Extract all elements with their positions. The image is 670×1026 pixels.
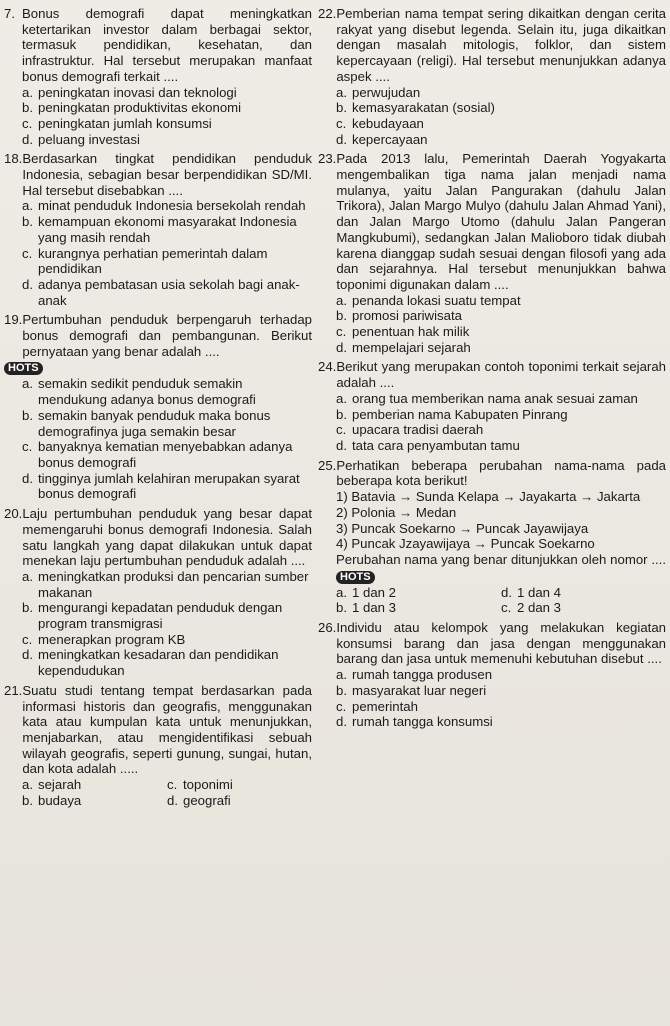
question-stem: Pemberian nama tempat sering dikaitkan dengan cerita rakyat yang disebut legenda. Selain itu, juga dikaitkan dengan masalah mitologis, folklor, dan sistem kepercayaan (religi). Hal tersebut menunjukkan adanya aspek .... [336,6,666,84]
question-stem: Laju pertumbuhan penduduk yang besar dapat memengaruhi bonus demografi Indonesia. Salah satu langkah yang dapat dilakukan untuk dapat menekan laju pertumbuhan penduduk adalah .... [22,506,312,569]
question-20 [4,506,312,679]
question-number: 21. [4,682,23,698]
question-number: 26. [318,620,337,636]
option-c[interactable]: c. kurangnya perhatian pemerintah dalam pendidikan [22,245,268,277]
question-number: 7. [4,6,15,21]
option-b[interactable]: b. 1 dan 3 [336,600,396,616]
option-d[interactable]: d. tingginya jumlah kelahiran merupakan syarat bonus demografi [22,470,300,502]
option-a[interactable]: a. minat penduduk Indonesia bersekolah rendah [22,198,306,214]
option-b[interactable]: b. mengurangi kepadatan penduduk dengan program transmigrasi [22,600,283,632]
question-26 [318,620,666,730]
question-7 [4,6,312,147]
city-name-list [336,489,666,552]
option-b[interactable]: b. masyarakat luar negeri [336,682,487,698]
question-number: 20. [4,506,23,522]
question-number: 19. [4,312,23,328]
option-c[interactable]: c. menerapkan program KB [22,631,186,647]
question-stem: Bonus demografi dapat meningkatkan ketertarikan investor dalam berbagai sektor, termasuk pendidikan, kesehatan, dan infrastruktur. Hal tersebut merupakan manfaat bonus demografi terkait .... [22,6,312,84]
question-stem: Pada 2013 lalu, Pemerintah Daerah Yogyakarta mengembalikan tiga nama jalan menjadi nama mulanya, yaitu Jalan Pangurakan (dahulu Jalan Trikora), Jalan Margo Mulyo (dahulu Jalan Ahmad Yani), dan Jalan Margo Utomo (dahulu Jalan Pangeran Mangkubumi), sedangkan Jalan Malioboro tidak diubah karena dianggap sudah sesuai dengan filosofi yang ada dan sejarahnya. Hal tersebut menunjukkan bahwa toponimi digunakan dalam .... [336,151,666,292]
option-c[interactable]: c. penentuan hak milik [336,324,470,340]
option-d[interactable]: d. meningkatkan kesadaran dan pendidikan kependudukan [22,647,279,679]
question-21 [4,683,312,809]
option-b[interactable]: b. pemberian nama Kabupaten Pinrang [336,406,568,422]
question-number: 23. [318,151,337,167]
hots-badge: HOTS [336,571,375,584]
question-stem: Suatu studi tentang tempat berdasarkan pada informasi historis dan geografis, menggunakan kata atau kumpulan kata untuk menunjukkan, menjabarkan, atau mengidentifikasi sebuah wilayah geografis, seperti gunung, sungai, hutan, dan kota adalah ..... [22,682,312,777]
option-a[interactable]: a. sejarah [22,777,82,793]
question-number: 25. [318,457,337,473]
option-d[interactable]: d. adanya pembatasan usia sekolah bagi anak-anak [22,276,300,308]
option-a[interactable]: a. penanda lokasi suatu tempat [336,292,521,308]
list-item: 2) Polonia → Medan [336,504,457,520]
hots-badge: HOTS [4,362,43,375]
question-prompt: Perubahan nama yang benar ditunjukkan oleh nomor .... [336,551,666,567]
option-d[interactable]: d. tata cara penyambutan tamu [336,437,520,453]
question-stem: Pertumbuhan penduduk berpengaruh terhadap bonus demografi dan pembangunan. Berikut pernyataan yang benar adalah .... [22,312,312,359]
option-d[interactable]: d. geografi [167,792,231,808]
option-a[interactable]: a. 1 dan 2 [336,584,396,600]
option-c[interactable]: c. toponimi [167,777,233,793]
option-b[interactable]: b. semakin banyak penduduk maka bonus demografinya juga semakin besar [22,407,271,439]
option-c[interactable]: c. upacara tradisi daerah [336,422,484,438]
question-18 [4,151,312,308]
option-c[interactable]: c. banyaknya kematian menyebabkan adanya bonus demografi [22,439,293,470]
question-number: 22. [318,6,337,21]
list-item: 3) Puncak Soekarno → Puncak Jayawijaya [336,520,589,536]
option-c[interactable]: c. pemerintah [336,698,418,714]
option-d[interactable]: d. 1 dan 4 [501,584,561,600]
question-number: 24. [318,359,337,375]
question-stem: Berikut yang merupakan contoh toponimi terkait sejarah adalah .... [336,359,666,391]
option-a[interactable]: a. perwujudan [336,84,421,100]
question-22 [318,6,666,147]
right-column [318,6,666,730]
option-b[interactable]: b. promosi pariwisata [336,308,462,324]
option-c[interactable]: c. 2 dan 3 [501,600,561,616]
question-stem: Perhatikan beberapa perubahan nama-nama pada beberapa kota berikut! [336,457,666,489]
question-24 [318,359,666,453]
question-23 [318,151,666,355]
option-b[interactable]: b. peningkatan produktivitas ekonomi [22,100,242,116]
option-d[interactable]: d. kepercayaan [336,131,428,147]
option-a[interactable]: a. semakin sedikit penduduk semakin mendukung adanya bonus demografi [22,376,256,408]
option-a[interactable]: a. meningkatkan produksi dan pencarian sumber makanan [22,568,309,600]
option-d[interactable]: d. mempelajari sejarah [336,339,471,355]
option-a[interactable]: a. orang tua memberikan nama anak sesuai zaman [336,390,638,406]
option-c[interactable]: c. kebudayaan [336,115,424,131]
question-19 [4,312,312,502]
option-d[interactable]: d. peluang investasi [22,131,140,147]
option-c[interactable]: c. peningkatan jumlah konsumsi [22,115,212,131]
option-d[interactable]: d. rumah tangga konsumsi [336,714,493,730]
option-b[interactable]: b. budaya [22,792,82,808]
question-stem: Berdasarkan tingkat pendidikan penduduk Indonesia, sebagian besar berpendidikan SD/MI. Hal tersebut disebabkan .... [22,151,312,198]
option-a[interactable]: a. rumah tangga produsen [336,667,493,683]
option-b[interactable]: b. kemasyarakatan (sosial) [336,100,495,116]
option-a[interactable]: a. peningkatan inovasi dan teknologi [22,84,237,100]
question-stem: Individu atau kelompok yang melakukan kegiatan konsumsi barang dan jasa dengan menggunakan barang dan jasa untuk memenuhi kebutuhan disebut .... [336,620,666,667]
list-item: 4) Puncak Jzayawijaya → Puncak Soekarno [336,536,595,552]
left-column [4,6,312,808]
question-number: 18. [4,151,23,167]
option-b[interactable]: b. kemampuan ekonomi masyarakat Indonesia yang masih rendah [22,214,297,245]
list-item: 1) Batavia → Sunda Kelapa → Jayakarta → Jakarta [336,489,641,505]
question-25 [318,458,666,616]
